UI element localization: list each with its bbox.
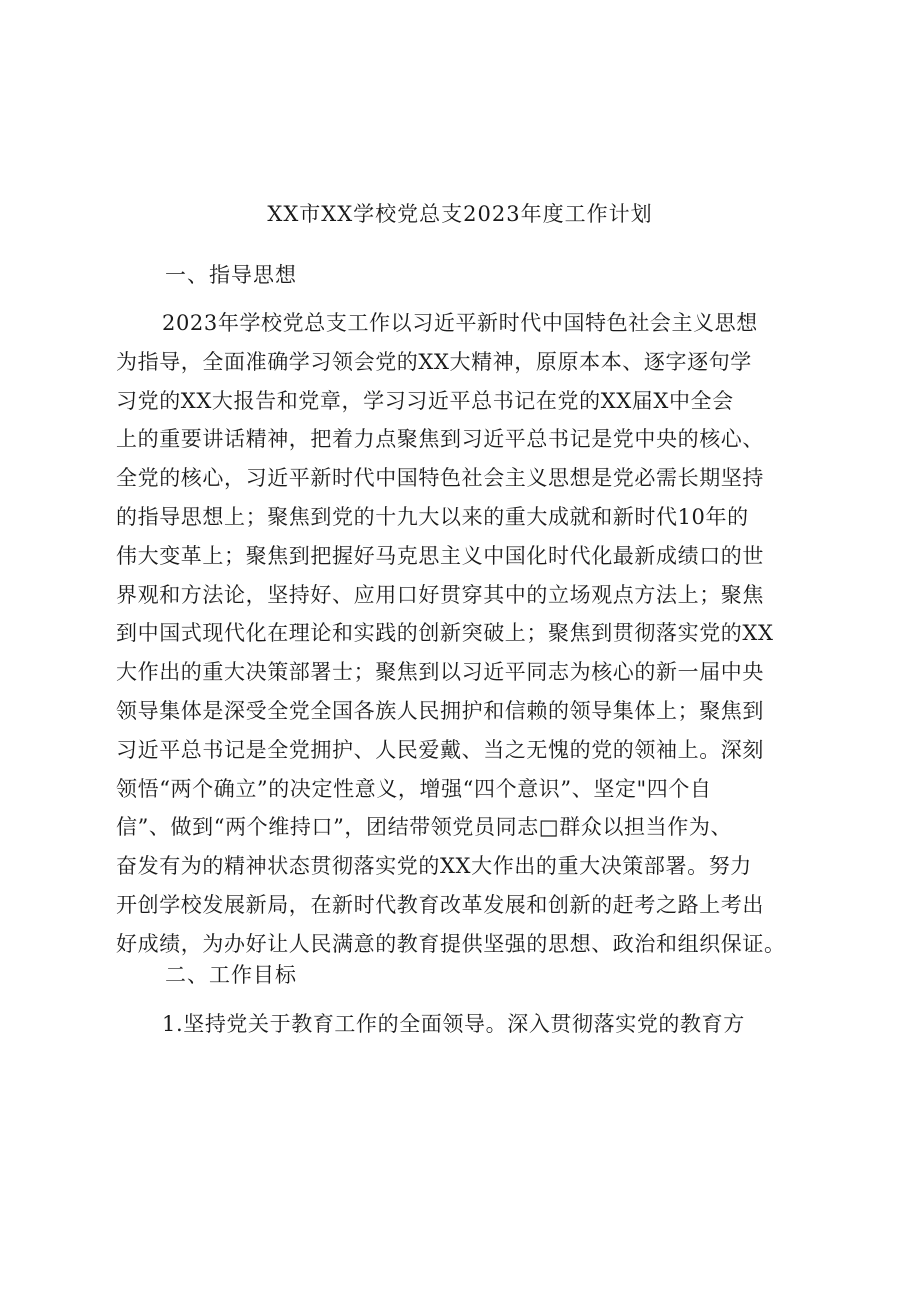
- text-line: 的指导思想上；聚焦到党的十九大以来的重大成就和新时代10年的: [116, 504, 749, 529]
- text-line: 到中国式现代化在理论和实践的创新突破上；聚焦到贯彻落实党的XX: [116, 621, 774, 646]
- paragraph-guiding-thought: [116, 304, 828, 964]
- text-line: 开创学校发展新局，在新时代教育改革发展和创新的赶考之路上考出: [116, 892, 764, 917]
- text-line: 界观和方法论，坚持好、应用口好贯穿其中的立场观点方法上；聚焦: [116, 582, 764, 607]
- text-line: 习党的XX大报告和党章，学习习近平总书记在党的XX届X中全会: [116, 388, 734, 413]
- text-line: 2023年学校党总支工作以习近平新时代中国特色社会主义思想: [162, 311, 758, 335]
- text-line: 为指导，全面准确学习领会党的XX大精神，原原本本、逐字逐句学: [116, 349, 752, 374]
- text-line: 上的重要讲话精神，把着力点聚焦到习近平总书记是党中央的核心、: [116, 427, 764, 452]
- section-heading-work-goals: 二、工作目标: [165, 963, 297, 987]
- text-line: 领导集体是深受全党全国各族人民拥护和信赖的领导集体上；聚焦到: [116, 698, 764, 723]
- text-line: 1.坚持党关于教育工作的全面领导。深入贯彻落实党的教育方: [162, 1012, 745, 1036]
- text-line: 伟大变革上；聚焦到把握好马克思主义中国化时代化最新成绩口的世: [116, 543, 764, 568]
- paragraph-work-goals: [116, 1005, 828, 1044]
- document-title: XX市XX学校党总支2023年度工作计划: [267, 202, 653, 226]
- text-line: 好成绩，为办好让人民满意的教育提供坚强的思想、政治和组织保证。: [116, 931, 786, 956]
- text-line: 领悟“两个确立”的决定性意义，增强“四个意识”、坚定"四个自: [116, 776, 712, 801]
- section-heading-guiding-thought: 一、指导思想: [165, 263, 297, 287]
- text-line: 大作出的重大决策部署士；聚焦到以习近平同志为核心的新一届中央: [116, 660, 764, 685]
- text-line: 习近平总书记是全党拥护、人民爱戴、当之无愧的党的领袖上。深刻: [116, 737, 764, 762]
- text-line: 全党的核心，习近平新时代中国特色社会主义思想是党必需长期坚持: [116, 466, 764, 491]
- text-line: 信”、做到“两个维持口”，团结带领党员同志□群众以担当作为、: [116, 815, 733, 840]
- text-line: 奋发有为的精神状态贯彻落实党的XX大作出的重大决策部署。努力: [116, 854, 752, 879]
